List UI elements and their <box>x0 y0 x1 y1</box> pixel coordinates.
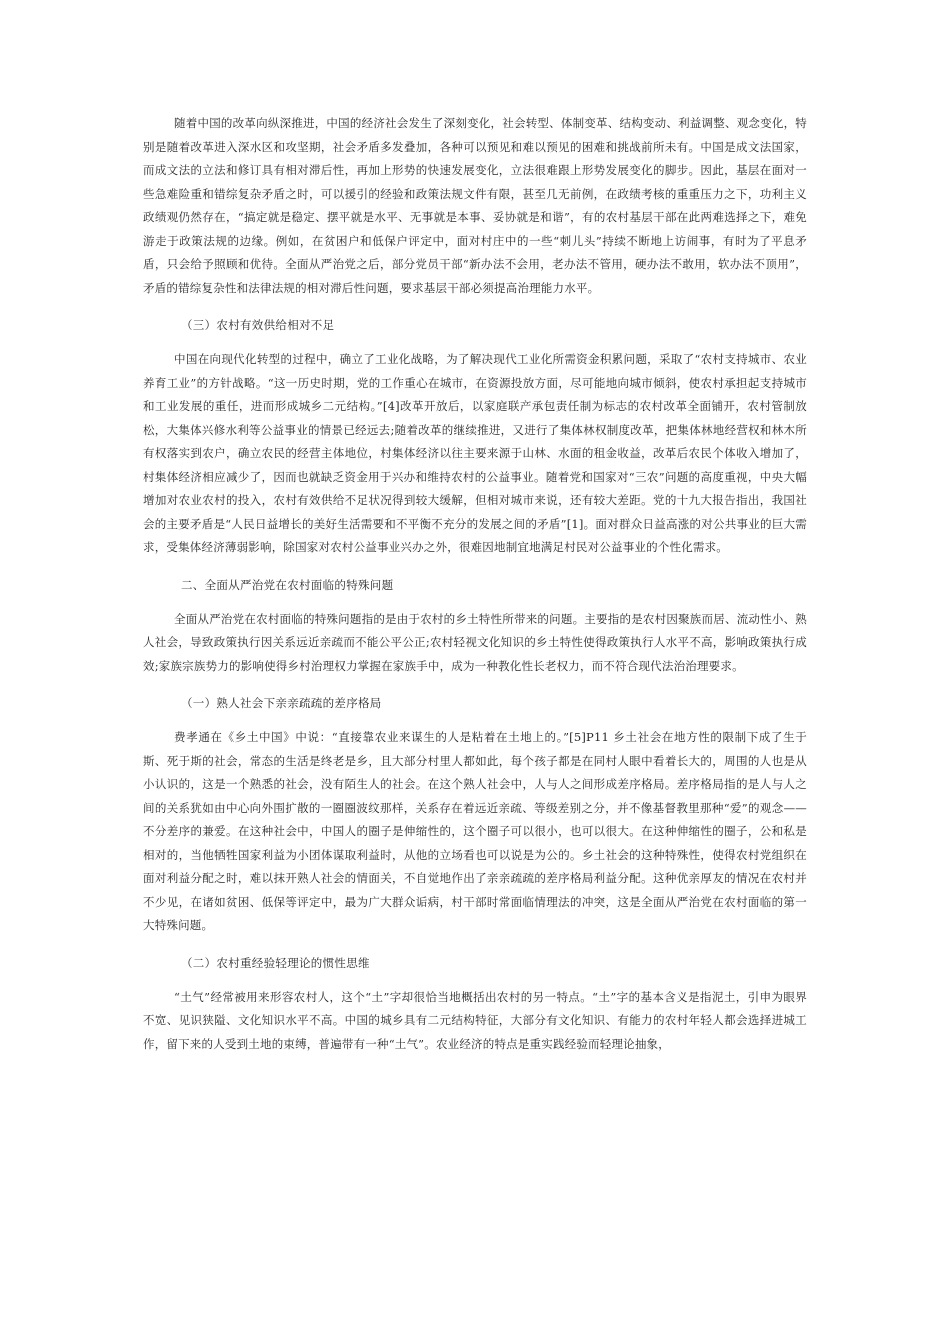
spacer <box>143 597 807 608</box>
spacer <box>143 975 807 986</box>
spacer <box>143 715 807 726</box>
section-heading-acquaintance-society: （一）熟人社会下亲亲疏疏的差序格局 <box>181 696 382 710</box>
spacer <box>143 337 807 348</box>
spacer <box>143 300 807 314</box>
paragraph-acquaintance-society: 费孝通在《乡土中国》中说：“直接靠农业来谋生的人是粘着在土地上的。”[5]P11 乡土社会在地方性的限制下成了生于斯、死于斯的社会，常态的生活是终老是乡，且大部分村里人都如此，每个孩子都是在同村人眼中看着长大的，周围的人也是从小认识的，这是一个熟悉的社会，没有陌生人的社会。在这个熟人社会中，人与人之间形成差序格局。差序格局指的是人与人之间的关系犹如由中心向外围扩散的一圈圈波纹那样，关系存在着远近亲疏、等级差别之分，并不像基督教里那种“爱”的观念——不分差序的兼爱。在这种社会中，中国人的圈子是伸缩性的，这个圈子可以很小，也可以很大。在这种伸缩性的圈子，公和私是相对的，当他牺牲国家利益为小团体谋取利益时，从他的立场看也可以说是为公的。乡土社会的这种特殊性，使得农村党组织在面对利益分配之时，难以抹开熟人社会的情面关，不自觉地作出了亲亲疏疏的差序格局利益分配。这种优亲厚友的情况在农村并不少见，在诸如贫困、低保等评定中，最为广大群众诟病，村干部时常面临情理法的冲突，这是全面从严治党在农村面临的第一大特殊问题。 <box>143 730 807 932</box>
section-heading-special-problems: 二、全面从严治党在农村面临的特殊问题 <box>181 577 394 592</box>
paragraph-special-problems: 全面从严治党在农村面临的特殊问题指的是由于农村的乡土特性所带来的问题。主要指的是农村因聚族而居、流动性小、熟人社会，导致政策执行因关系远近亲疏而不能公平公正;农村轻视文化知识的乡土特性使得政策执行人水平不高，影响政策执行成效;家族宗族势力的影响使得乡村治理权力掌握在家族手中，成为一种教化性长老权力，而不符合现代法治治理要求。 <box>143 611 807 673</box>
spacer <box>143 560 807 574</box>
paragraph-reform-challenges: 随着中国的改革向纵深推进，中国的经济社会发生了深刻变化，社会转型、体制变革、结构变动、利益调整、观念变化，特别是随着改革进入深水区和攻坚期，社会矛盾多发叠加，各种可以预见和难以预见的困难和挑战前所未有。中国是成文法国家，而成文法的立法和修订具有相对滞后性，再加上形势的快速发展变化，立法很难跟上形势发展变化的脚步。因此，基层在面对一些急难险重和错综复杂矛盾之时，可以援引的经验和政策法规文件有限，甚至几无前例，在政绩考核的重重压力之下，功利主义政绩观仍然存在，“搞定就是稳定、摆平就是水平、无事就是本事、妥协就是和谐”，有的农村基层干部在此两难选择之下，难免游走于政策法规的边缘。例如，在贫困户和低保户评定中，面对村庄中的一些“刺儿头”持续不断地上访闹事，有时为了平息矛盾，只会给予照顾和优待。全面从严治党之后，部分党员干部“新办法不会用，老办法不管用，硬办法不敢用，软办法不顶用”，矛盾的错综复杂性和法律法规的相对滞后性问题，要求基层干部必须提高治理能力水平。 <box>143 116 807 295</box>
paragraph-experience-over-theory: “土气”经常被用来形容农村人，这个“土”字却很恰当地概括出农村的另一特点。“土”字的基本含义是指泥土，引申为眼界不宽、见识狭隘、文化知识水平不高。中国的城乡具有二元结构特征，大部分有文化知识、有能力的农村年轻人都会选择进城工作，留下来的人受到土地的束缚，普遍带有一种“土气”。农业经济的特点是重实践经验而轻理论抽象， <box>143 989 807 1051</box>
document-page <box>143 112 807 1056</box>
spacer <box>143 938 807 952</box>
section-heading-experience-over-theory: （二）农村重经验轻理论的惯性思维 <box>181 955 370 970</box>
paragraph-rural-supply: 中国在向现代化转型的过程中，确立了工业化战略，为了解决现代工业化所需资金积累问题，采取了“农村支持城市、农业养育工业”的方针战略。“这一历史时期，党的工作重心在城市，在资源投放方面，尽可能地向城市倾斜，使农村承担起支持城市和工业发展的重任，进而形成城乡二元结构。”[4]改革开放后，以家庭联产承包责任制为标志的农村改革全面铺开，农村管制放松，大集体兴修水利等公益事业的情景已经远去;随着改革的继续推进，又进行了集体林权制度改革，把集体林地经营权和林木所有权落实到农户，确立农民的经营主体地位，村集体经济以往主要来源于山林、水面的租金收益，改革后农民个体收入增加了，村集体经济相应减少了，因而也就缺乏资金用于兴办和维持农村的公益事业。随着党和国家对“三农”问题的高度重视，中央大幅增加对农业农村的投入，农村有效供给不足状况得到较大缓解，但相对城市来说，还有较大差距。党的十九大报告指出，我国社会的主要矛盾是“人民日益增长的美好生活需要和不平衡不充分的发展之间的矛盾”[1]。面对群众日益高涨的对公共事业的巨大需求，受集体经济薄弱影响，除国家对农村公益事业兴办之外，很难因地制宜地满足村民对公益事业的个性化需求。 <box>143 352 807 554</box>
section-heading-rural-supply: （三）农村有效供给相对不足 <box>181 318 335 332</box>
spacer <box>143 678 807 692</box>
